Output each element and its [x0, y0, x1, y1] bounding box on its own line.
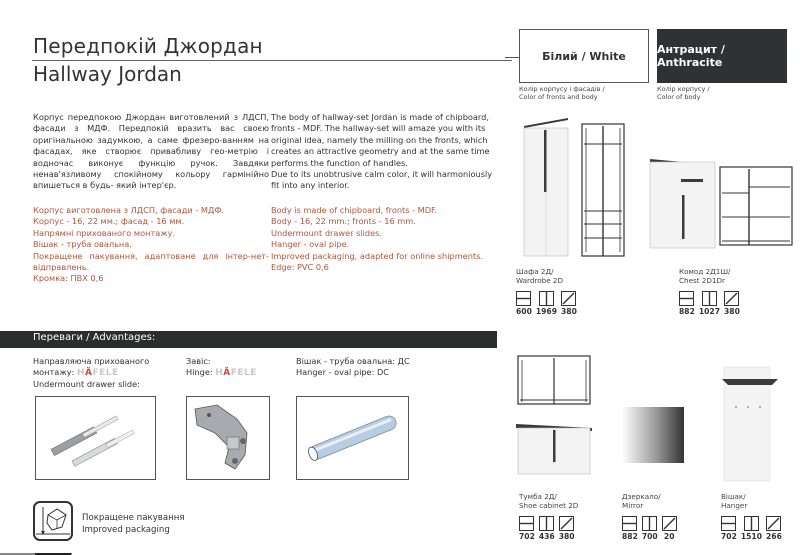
adv-line: Вішак - труба овальна: ДС [296, 356, 410, 366]
depth-icon [724, 291, 739, 306]
dim-depth [766, 516, 782, 541]
color-swatch-anthracite[interactable] [657, 29, 787, 83]
width-icon [516, 291, 531, 306]
packaging-label-ua: Покращене пакування [82, 513, 185, 523]
advantage-hanger-label [296, 356, 410, 378]
height-value: 1969 [535, 307, 557, 316]
dim-height [741, 516, 762, 541]
feature-item: Hanger - oval pipe. [271, 239, 350, 250]
product-name-ua: Шафа 2Д/ [516, 267, 554, 276]
color-caption-anthracite [657, 85, 710, 101]
width-value: 882 [622, 532, 638, 541]
wardrobe-drawing [520, 116, 630, 266]
depth-icon [662, 516, 677, 531]
hinge-photo [186, 396, 270, 480]
depth-value: 380 [561, 307, 577, 316]
adv-line: Направляюча прихованого [33, 356, 150, 366]
dim-width [679, 291, 695, 316]
drawer-slide-photo [35, 396, 156, 480]
width-icon [622, 516, 637, 531]
product-name-ua: Вішак/ [721, 492, 746, 501]
color-swatch-white[interactable] [519, 29, 649, 83]
height-value: 1027 [698, 307, 720, 316]
depth-value: 20 [663, 532, 675, 541]
product-name-en: Hanger [721, 501, 748, 510]
width-value: 882 [679, 307, 695, 316]
hafele-logo: HÄFELE [76, 368, 119, 378]
caption-ua: Колір корпусу і фасадів / [519, 85, 605, 93]
feature-item: Кромка: ПВХ 0,6 [33, 273, 104, 284]
feature-item: Корпус виготовлена з ЛДСП, фасади - МДФ. [33, 205, 225, 215]
feature-item: Корпус - 16, 22 мм.; фасад - 16 мм. [33, 216, 185, 227]
description-ua: Корпус передпокою Джордан виготовлений з ЛДСП, фасади з МДФ. Передпокій вразить вас своєю оригінальною задумкою, а саме фрезеро-ванням на фасадах, яке створює привабливу гео-метрію і водночас виконує функцію ручок. Завдяки ненав'язливому спокійному кольору гармінійно впишеться в будь- який інтер'єр. [33, 112, 269, 191]
dimensions [721, 516, 782, 541]
depth-value: 266 [766, 532, 782, 541]
height-value: 700 [641, 532, 658, 541]
width-icon [679, 291, 694, 306]
product-name-ua: Тумба 2Д/ [519, 492, 557, 501]
feature-item: Покращене пакування, адаптоване для інтер-нет-відправлень. [33, 250, 269, 273]
height-icon [539, 291, 554, 306]
page-title-ua: Передпокій Джордан [33, 34, 263, 58]
packaging-label-en: Improved packaging [82, 525, 170, 535]
mirror-drawing [620, 405, 686, 465]
chest-drawing [645, 155, 800, 265]
feature-item: Improved packaging, adapted for online shipments. [271, 250, 483, 261]
color-swatch-white-label: Білий / White [542, 49, 626, 63]
product-hanger [721, 492, 782, 541]
product-shoe-cabinet [519, 492, 578, 541]
dim-depth [559, 516, 575, 541]
depth-value: 380 [724, 307, 740, 316]
dim-height [536, 291, 557, 316]
height-icon [702, 291, 717, 306]
dimensions [516, 291, 577, 316]
description-en [271, 112, 503, 192]
features-ua [33, 205, 269, 285]
feature-item: Напрямні прихованого монтажу. [33, 227, 176, 238]
width-value: 702 [721, 532, 737, 541]
dim-depth [662, 516, 677, 541]
product-name-en: Mirror [622, 501, 644, 510]
adv-line: Hinge: [186, 367, 216, 377]
product-mirror [622, 492, 677, 541]
feature-item: Вішак - труба овальна. [33, 239, 132, 250]
height-icon [539, 516, 554, 531]
adv-line: Undermount drawer slide: [33, 379, 140, 389]
width-value: 600 [516, 307, 532, 316]
product-chest [679, 267, 740, 316]
color-swatch-anthracite-label: Антрацит / Anthracite [657, 43, 725, 69]
dimensions [622, 516, 677, 541]
hafele-logo: HÄFELE [215, 368, 257, 378]
packaging-label [82, 512, 185, 536]
caption-en: Color of body [657, 93, 701, 101]
product-name-ua: Комод 2Д1Ш/ [679, 267, 731, 276]
product-name-en: Wardrobe 2D [516, 276, 564, 285]
width-value: 702 [519, 532, 535, 541]
depth-icon [561, 291, 576, 306]
height-icon [744, 516, 759, 531]
page-title-en: Hallway Jordan [33, 62, 182, 86]
package-icon [33, 501, 73, 541]
height-value: 1510 [740, 532, 762, 541]
dimensions [519, 516, 578, 541]
oval-pipe-icon [297, 397, 408, 479]
dim-width [721, 516, 737, 541]
caption-en: Color of fronts and body [519, 93, 598, 101]
dim-width [519, 516, 535, 541]
product-name-en: Shoe cabinet 2D [519, 501, 579, 510]
feature-item: Body is made of chipboard, fronts - MDF. [271, 205, 438, 215]
depth-value: 380 [558, 532, 575, 541]
features-en [271, 205, 503, 273]
width-icon [519, 516, 534, 531]
product-name-en: Chest 2D1Dr [679, 276, 726, 285]
dim-height [642, 516, 658, 541]
advantages-title: Переваги / Advantages: [33, 332, 156, 343]
advantage-drawer-slide-label [33, 356, 149, 390]
oval-pipe-photo [296, 396, 409, 480]
dimensions [679, 291, 740, 316]
shoe-cabinet-drawing [512, 350, 594, 480]
dim-depth [561, 291, 577, 316]
description-en-2: Due to its unobtrusive calm color, it will harmoniously fit into any interior. [271, 169, 493, 191]
dim-height [699, 291, 720, 316]
dim-width [516, 291, 532, 316]
adv-line: монтажу: [33, 367, 77, 377]
title-divider [32, 60, 512, 61]
dim-height [539, 516, 555, 541]
depth-icon [559, 516, 574, 531]
width-icon [721, 516, 736, 531]
feature-item: Edge: PVC 0,6 [271, 262, 329, 273]
adv-line: Завіс: [186, 356, 211, 366]
height-value: 436 [538, 532, 555, 541]
hanger-drawing [720, 365, 780, 485]
hinge-icon [187, 397, 269, 479]
advantage-hinge-label [186, 356, 257, 379]
drawer-slide-icon [36, 397, 155, 479]
height-icon [642, 516, 657, 531]
dim-width [622, 516, 638, 541]
depth-icon [766, 516, 781, 531]
description-en-1: The body of hallway-set Jordan is made of chipboard, fronts - MDF. The hallway-set will amaze you with its original idea, namely the milling on the fronts, which creates an attractive geometry and at the same time performs the function of handles. [271, 112, 490, 168]
adv-line: Hanger - oval pipe: DC [296, 367, 389, 377]
product-wardrobe [516, 267, 577, 316]
product-name-ua: Дзеркало/ [622, 492, 661, 501]
color-caption-white [519, 85, 605, 101]
caption-ua: Колір корпусу / [657, 85, 710, 93]
feature-item: Body - 16, 22 mm.; fronts - 16 mm. [271, 216, 416, 227]
swatch-connector-line [505, 57, 519, 58]
dim-depth [724, 291, 740, 316]
feature-item: Undermount drawer slides. [271, 227, 383, 238]
